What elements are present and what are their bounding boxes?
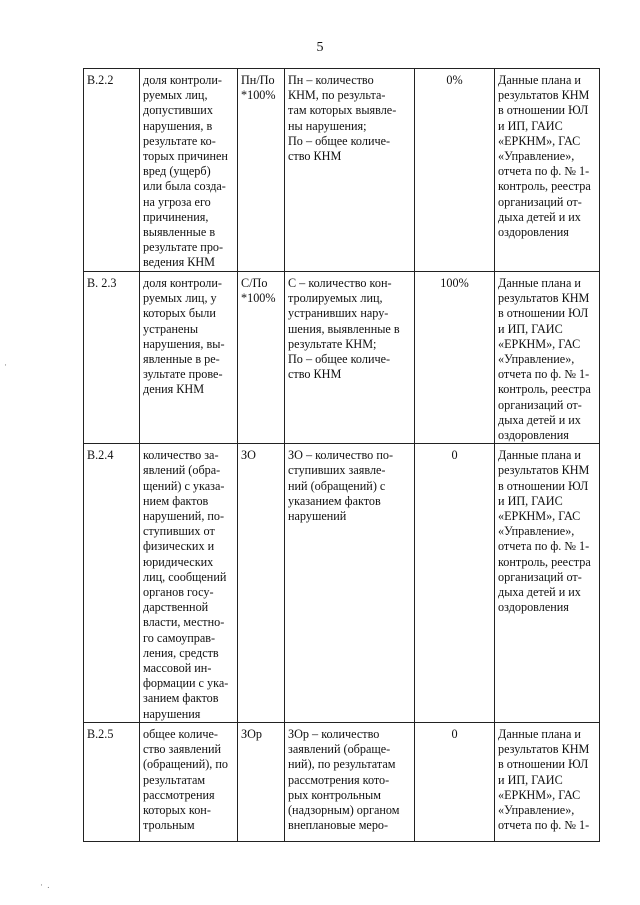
indicator-formula-text: ЗО: [241, 448, 256, 463]
indicator-description-text: доля контроли- руемых лиц, у которых были устранены нарушения, вы- явленные в ре- зультате прове- дения КНМ: [143, 276, 225, 397]
indicator-formula: [238, 722, 285, 841]
indicator-source-text: Данные плана и результатов КНМ в отношении ЮЛ и ИП, ГАИС «ЕРКНМ», ГАС «Управление», отчета по ф. № 1- контроль, реестра организаций от- дыха детей и их оздоровления: [498, 448, 591, 615]
indicator-target-value: 0%: [415, 69, 495, 272]
indicator-code: В.2.2: [84, 69, 140, 272]
indicator-definition-text: С – количество кон- тролируемых лиц, устранивших нару- шения, выявленные в результате КНМ; По – общее количе- ство КНМ: [288, 276, 400, 382]
indicator-description: [140, 722, 238, 841]
indicator-source: [495, 272, 600, 444]
indicator-description-text: доля контроли- руемых лиц, допустивших нарушения, в результате ко- торых причинен вред (ущерб) или была созда- на угроза его причинения, выявленные в результате про- ведения КНМ: [143, 73, 228, 270]
indicator-target-value: 100%: [415, 272, 495, 444]
indicator-definition: [285, 722, 415, 841]
indicator-definition-text: ЗОр – количество заявлений (обраще- ний), по результатам рассмотрения кото- рых контрольным (надзорным) органом внеплановые меро-: [288, 726, 400, 833]
indicator-formula: [238, 444, 285, 723]
indicator-definition-text: Пн – количество КНМ, по результа- там которых выявле- ны нарушения; По – общее количе- ство КНМ: [288, 73, 397, 164]
table-row: [84, 272, 600, 444]
indicator-formula: [238, 69, 285, 272]
indicator-code: В.2.5: [84, 722, 140, 841]
indicator-formula: [238, 272, 285, 444]
indicator-source: [495, 69, 600, 272]
indicator-definition: [285, 444, 415, 723]
indicator-description: [140, 69, 238, 272]
indicator-source-text: Данные плана и результатов КНМ в отношении ЮЛ и ИП, ГАИС «ЕРКНМ», ГАС «Управление», отчета по ф. № 1-: [498, 726, 590, 833]
indicator-definition: [285, 69, 415, 272]
indicator-source-text: Данные плана и результатов КНМ в отношении ЮЛ и ИП, ГАИС «ЕРКНМ», ГАС «Управление», отчета по ф. № 1- контроль, реестра организаций от- дыха детей и их оздоровления: [498, 276, 591, 443]
indicator-source-text: Данные плана и результатов КНМ в отношении ЮЛ и ИП, ГАИС «ЕРКНМ», ГАС «Управление», отчета по ф. № 1- контроль, реестра организаций от- дыха детей и их оздоровления: [498, 73, 591, 240]
scan-artifact: ·: [4, 360, 8, 370]
indicator-target-value: 0: [415, 444, 495, 723]
indicator-source: [495, 444, 600, 723]
table-row: [84, 444, 600, 723]
indicator-target-value: 0: [415, 722, 495, 841]
indicator-formula-text: С/По *100%: [241, 276, 276, 306]
indicator-code: В.2.4: [84, 444, 140, 723]
indicator-description: [140, 444, 238, 723]
indicators-table: [83, 68, 600, 842]
indicator-definition-text: ЗО – количество по- ступивших заявле- ний (обращений) с указанием фактов нарушений: [288, 448, 393, 524]
indicator-description: [140, 272, 238, 444]
indicator-code: В. 2.3: [84, 272, 140, 444]
table-row: [84, 69, 600, 272]
indicator-description-text: количество за- явлений (обра- щений) с указа- нием фактов нарушений, по- ступивших от физических и юридических лиц, сообщений органов госу- дарственной власти, местно- го самоуправ- ления, средств массовой ин- формации с ука- занием фактов нарушения: [143, 448, 229, 721]
indicator-formula-text: ЗОр: [241, 726, 263, 741]
indicator-description-text: общее количе- ство заявлений (обращений), по результатам рассмотрения которых кон- трольным: [143, 726, 228, 833]
indicator-formula-text: Пн/По *100%: [241, 73, 276, 103]
scan-artifact: · .: [40, 880, 51, 890]
indicator-definition: [285, 272, 415, 444]
page-number: 5: [316, 40, 324, 55]
indicator-source: [495, 722, 600, 841]
table-row: [84, 722, 600, 841]
